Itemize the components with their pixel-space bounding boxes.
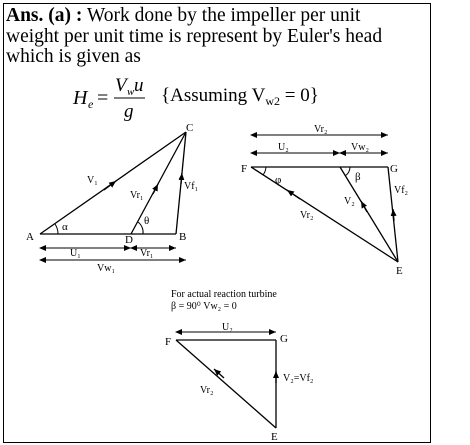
arrow-Vr1 bbox=[153, 184, 158, 194]
caption-line2: β = 90⁰ Vw₂ = 0 bbox=[171, 301, 237, 312]
label-phi: φ bbox=[275, 174, 282, 186]
label-E: E bbox=[396, 265, 403, 277]
angle-phi-arc bbox=[263, 167, 266, 175]
eq-num-sub: w bbox=[127, 86, 135, 98]
label-Vf1: Vf₁ bbox=[184, 181, 199, 192]
label-C: C bbox=[186, 122, 194, 134]
label-Vw2: Vw₂ bbox=[351, 142, 369, 153]
label-beta: β bbox=[355, 171, 361, 183]
label-V1: V₁ bbox=[87, 175, 98, 186]
label-A: A bbox=[26, 231, 34, 243]
label-V2-Vf2: V₂=Vf₂ bbox=[283, 373, 314, 384]
arrow-V1 bbox=[104, 181, 116, 190]
eq-lhs: H bbox=[73, 87, 88, 109]
label-V2: V₂ bbox=[344, 196, 355, 207]
eq-den: g bbox=[124, 101, 134, 122]
label-G-actual: G bbox=[280, 333, 288, 345]
label-B: B bbox=[179, 231, 187, 243]
label-Vr2-top: Vr₂ bbox=[314, 124, 328, 135]
arrow-Vr2-actual bbox=[214, 369, 224, 378]
label-U1: U₁ bbox=[70, 248, 81, 259]
label-Vr1-slant: Vr₁ bbox=[130, 190, 144, 201]
label-Vr2-actual: Vr₂ bbox=[200, 385, 214, 396]
label-Vf2: Vf₂ bbox=[394, 185, 409, 196]
angle-theta-arc bbox=[138, 222, 143, 234]
line-FE-actual bbox=[176, 340, 276, 428]
label-Vr1: Vr₁ bbox=[140, 248, 154, 259]
arrow-Vf1 bbox=[181, 173, 182, 184]
eq-equals: = bbox=[97, 87, 109, 109]
label-theta: θ bbox=[144, 215, 150, 227]
angle-beta-arc bbox=[345, 167, 350, 176]
euler-equation bbox=[72, 75, 319, 122]
label-U2-actual: U₂ bbox=[222, 322, 233, 333]
reaction-turbine-triangle bbox=[165, 289, 313, 443]
eq-lhs-sub: e bbox=[88, 97, 94, 111]
label-Vw1: Vw₁ bbox=[97, 263, 115, 274]
label-U2: U₂ bbox=[278, 142, 289, 153]
label-D: D bbox=[125, 234, 133, 246]
outlet-velocity-triangle bbox=[241, 124, 408, 277]
inlet-velocity-triangle bbox=[26, 122, 198, 274]
label-F-actual: F bbox=[165, 336, 172, 348]
arrow-V2 bbox=[361, 201, 367, 212]
label-alpha: α bbox=[62, 221, 68, 233]
answer-prefix: Ans. (a) : bbox=[6, 5, 83, 26]
eq-num: V bbox=[115, 75, 127, 96]
label-Vr2: Vr₂ bbox=[300, 210, 314, 221]
line-FE bbox=[251, 167, 398, 262]
eq-assumption: {Assuming $V_{w2} = 0$} bbox=[161, 85, 319, 108]
angle-alpha-arc bbox=[55, 224, 58, 234]
label-E-actual: E bbox=[271, 431, 278, 443]
caption-line1: For actual reaction turbine bbox=[171, 289, 277, 300]
label-G: G bbox=[390, 163, 398, 175]
answer-line3: which is given as bbox=[6, 46, 141, 67]
eq-num-tail: u bbox=[134, 75, 144, 96]
answer-line1: Work done by the impeller per unit bbox=[86, 5, 361, 26]
label-F: F bbox=[241, 163, 248, 175]
answer-line2: weight per unit time is represent by Euler's head bbox=[6, 25, 383, 47]
arrow-Vr2 bbox=[287, 190, 300, 199]
